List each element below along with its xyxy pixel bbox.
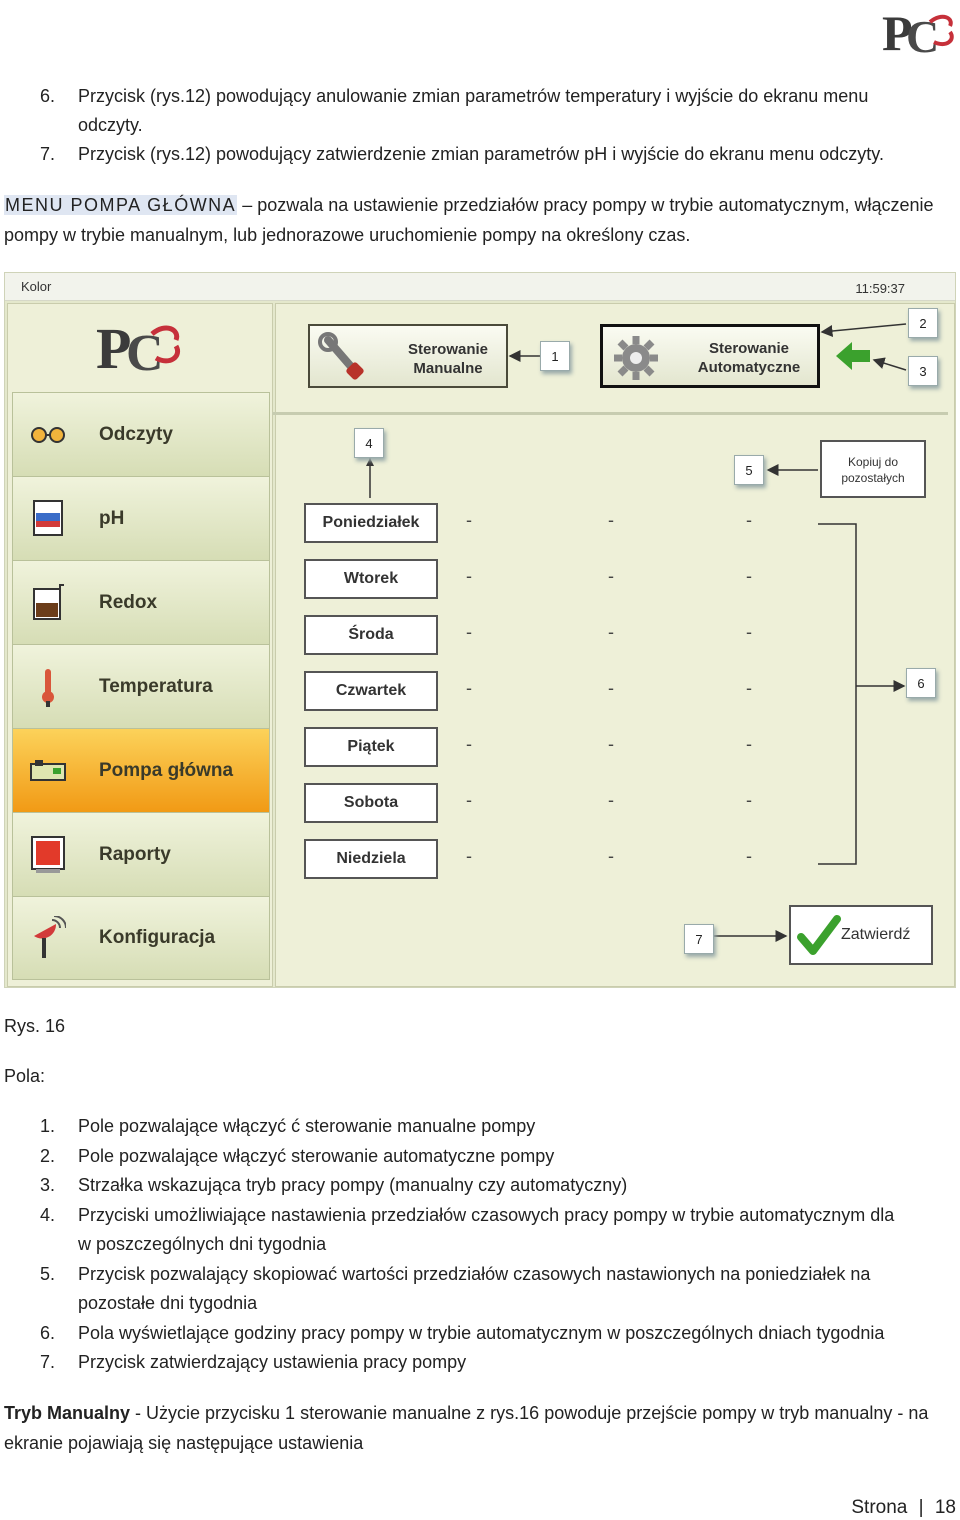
time-range-field: - xyxy=(608,678,614,698)
marker-2: 2 xyxy=(908,308,938,338)
time-range-field: - xyxy=(466,566,472,586)
menu-item-raporty[interactable] xyxy=(12,812,270,896)
time-range-field: - xyxy=(746,622,752,642)
day-button-wtorek[interactable]: Wtorek xyxy=(304,559,438,599)
marker-3: 3 xyxy=(908,356,938,386)
list-item xyxy=(40,82,950,140)
marker-4: 4 xyxy=(354,428,384,458)
list-item xyxy=(40,1142,955,1172)
svg-text:P: P xyxy=(882,5,913,58)
menu-label: Odczyty xyxy=(99,423,173,445)
list-text: Przycisk pozwalający skopiować wartości przedziałów czasowych nastawionych na poniedziałek na xyxy=(78,1263,871,1284)
instructions-list-top xyxy=(40,82,950,169)
separator-line xyxy=(272,412,948,415)
marker-1: 1 xyxy=(540,341,570,371)
day-button-sroda[interactable]: Środa xyxy=(304,615,438,655)
time-range-field: - xyxy=(608,734,614,754)
manual-mode-paragraph xyxy=(4,1398,959,1458)
mode-arrow-icon xyxy=(834,340,872,372)
menu-label: pH xyxy=(99,507,125,529)
intro-text: – pozwala na ustawienie przedziałów pracy pompy w trybie automatycznym, włączenie pompy w trybie manualnym, lub jednorazowe uruchomienie pompy na określony czas. xyxy=(4,195,934,245)
time-range-field: - xyxy=(746,846,752,866)
clock: 11:59:37 xyxy=(855,281,905,296)
time-range-field: - xyxy=(746,734,752,754)
time-range-field: - xyxy=(466,734,472,754)
svg-text:C: C xyxy=(906,11,940,58)
list-item xyxy=(40,1201,955,1260)
fields-heading: Pola: xyxy=(4,1066,46,1086)
day-button-czwartek[interactable]: Czwartek xyxy=(304,671,438,711)
time-range-field: - xyxy=(608,510,614,530)
page-number: 18 xyxy=(934,1497,956,1518)
menu-item-ph[interactable] xyxy=(12,476,270,560)
time-range-field: - xyxy=(608,846,614,866)
fields-list xyxy=(40,1112,955,1378)
checkmark-icon xyxy=(797,913,841,959)
list-item xyxy=(40,1112,955,1142)
day-button-poniedzialek[interactable]: Poniedziałek xyxy=(304,503,438,543)
time-range-field: - xyxy=(466,678,472,698)
manual-label-line1: Sterowanie xyxy=(407,341,489,358)
menu-label: Temperatura xyxy=(99,675,213,697)
list-text: Pole pozwalające włączyć sterowanie automatyczne pompy xyxy=(78,1145,555,1166)
beaker-icon xyxy=(27,498,69,540)
menu-item-redox[interactable] xyxy=(12,560,270,644)
list-text: Pole pozwalające włączyć ć sterowanie manualne pompy xyxy=(78,1116,536,1136)
list-text: Przycisk (rys.12) powodujący anulowanie zmian parametrów temperatury i wyjście do ekranu menu xyxy=(78,86,869,106)
marker-5: 5 xyxy=(734,455,764,485)
list-item xyxy=(40,1319,955,1349)
time-range-field: - xyxy=(466,622,472,642)
time-range-field: - xyxy=(746,510,752,530)
pcs-logo xyxy=(880,2,958,58)
menu-label: Raporty xyxy=(99,843,171,865)
menu-label: Konfiguracja xyxy=(99,927,216,948)
menu-item-odczyty[interactable] xyxy=(12,392,270,476)
list-text-cont: odczyty. xyxy=(78,115,143,135)
auto-label-line2: Automatyczne xyxy=(697,359,801,376)
menu-item-pompa-glowna[interactable] xyxy=(12,728,270,812)
list-text: Przyciski umożliwiające nastawienia przedziałów czasowych pracy pompy w trybie automatycznym dla xyxy=(78,1204,895,1225)
intro-paragraph xyxy=(4,190,954,250)
day-button-sobota[interactable]: Sobota xyxy=(304,783,438,823)
time-range-field: - xyxy=(746,790,752,810)
antenna-icon xyxy=(27,917,69,959)
manual-mode-heading: Tryb Manualny xyxy=(4,1403,131,1423)
report-icon xyxy=(27,834,69,876)
figure-caption: Rys. 16 xyxy=(4,1016,66,1036)
wrench-icon xyxy=(318,332,366,382)
time-range-field: - xyxy=(746,678,752,698)
copy-to-others-button[interactable] xyxy=(820,440,926,498)
list-number: 2. xyxy=(40,1145,56,1166)
page-label: Strona xyxy=(851,1497,908,1518)
time-range-field: - xyxy=(466,510,472,530)
menu-label: Pompa główna xyxy=(99,759,234,781)
time-range-field: - xyxy=(608,566,614,586)
glasses-icon xyxy=(27,414,69,456)
marker-6: 6 xyxy=(906,668,936,698)
day-button-niedziela[interactable]: Niedziela xyxy=(304,839,438,879)
page-separator: | xyxy=(918,1497,924,1518)
window-titlebar xyxy=(5,273,955,301)
list-text-cont: pozostałe dni tygodnia xyxy=(78,1293,258,1313)
list-item xyxy=(40,1171,955,1201)
thermometer-icon xyxy=(27,666,69,708)
gear-icon xyxy=(611,333,661,383)
marker-7: 7 xyxy=(684,924,714,954)
list-item xyxy=(40,1348,955,1378)
menu-item-temperatura[interactable] xyxy=(12,644,270,728)
menu-highlight: MENU POMPA GŁÓWNA xyxy=(5,195,237,215)
window-title: Kolor xyxy=(21,279,52,294)
time-range-field: - xyxy=(608,622,614,642)
manual-mode-text: - Użycie przycisku 1 sterowanie manualne z rys.16 powoduje przejście pompy w tryb manualny - na ekranie pojawiają się następujące ustawienia xyxy=(4,1403,929,1453)
list-number: 4. xyxy=(40,1204,56,1225)
list-number: 7. xyxy=(40,1352,56,1372)
list-number: 5. xyxy=(40,1263,56,1284)
confirm-button[interactable] xyxy=(789,905,933,965)
main-menu xyxy=(12,392,270,980)
pump-icon xyxy=(27,750,69,792)
pcs-logo xyxy=(94,312,184,376)
list-number: 6. xyxy=(40,1322,56,1343)
day-button-piatek[interactable]: Piątek xyxy=(304,727,438,767)
time-range-field: - xyxy=(746,566,752,586)
list-number: 3. xyxy=(40,1175,56,1195)
list-text-cont: w poszczególnych dni tygodnia xyxy=(78,1234,327,1254)
list-item xyxy=(40,140,950,169)
manual-label-line2: Manualne xyxy=(413,360,483,377)
confirm-label: Zatwierdź xyxy=(841,926,911,943)
list-text: Pola wyświetlające godziny pracy pompy w trybie automatycznym w poszczególnych dniach tygodnia xyxy=(78,1322,885,1343)
list-number: 1. xyxy=(40,1116,56,1136)
page-footer xyxy=(851,1494,956,1520)
list-text: Strzałka wskazująca tryb pracy pompy (manualny czy automatyczny) xyxy=(78,1175,628,1195)
manual-control-button[interactable] xyxy=(308,324,508,388)
svg-text:P: P xyxy=(96,316,132,376)
list-text: Przycisk zatwierdzający ustawienia pracy pompy xyxy=(78,1352,467,1372)
copy-label-line1: Kopiuj do xyxy=(847,455,899,469)
menu-label: Redox xyxy=(99,591,158,613)
container-icon xyxy=(27,582,69,624)
time-range-field: - xyxy=(608,790,614,810)
auto-control-button[interactable] xyxy=(600,324,820,388)
time-range-field: - xyxy=(466,790,472,810)
list-number: 7. xyxy=(40,144,56,164)
copy-label-line2: pozostałych xyxy=(841,471,905,485)
svg-text:C: C xyxy=(126,325,164,376)
list-number: 6. xyxy=(40,86,56,106)
list-text: Przycisk (rys.12) powodujący zatwierdzenie zmian parametrów pH i wyjście do ekranu menu odczyty. xyxy=(78,144,884,164)
time-range-field: - xyxy=(466,846,472,866)
sidebar xyxy=(7,303,273,987)
auto-label-line1: Sterowanie xyxy=(708,340,790,357)
menu-item-konfiguracja[interactable] xyxy=(12,896,270,980)
list-item xyxy=(40,1260,955,1319)
